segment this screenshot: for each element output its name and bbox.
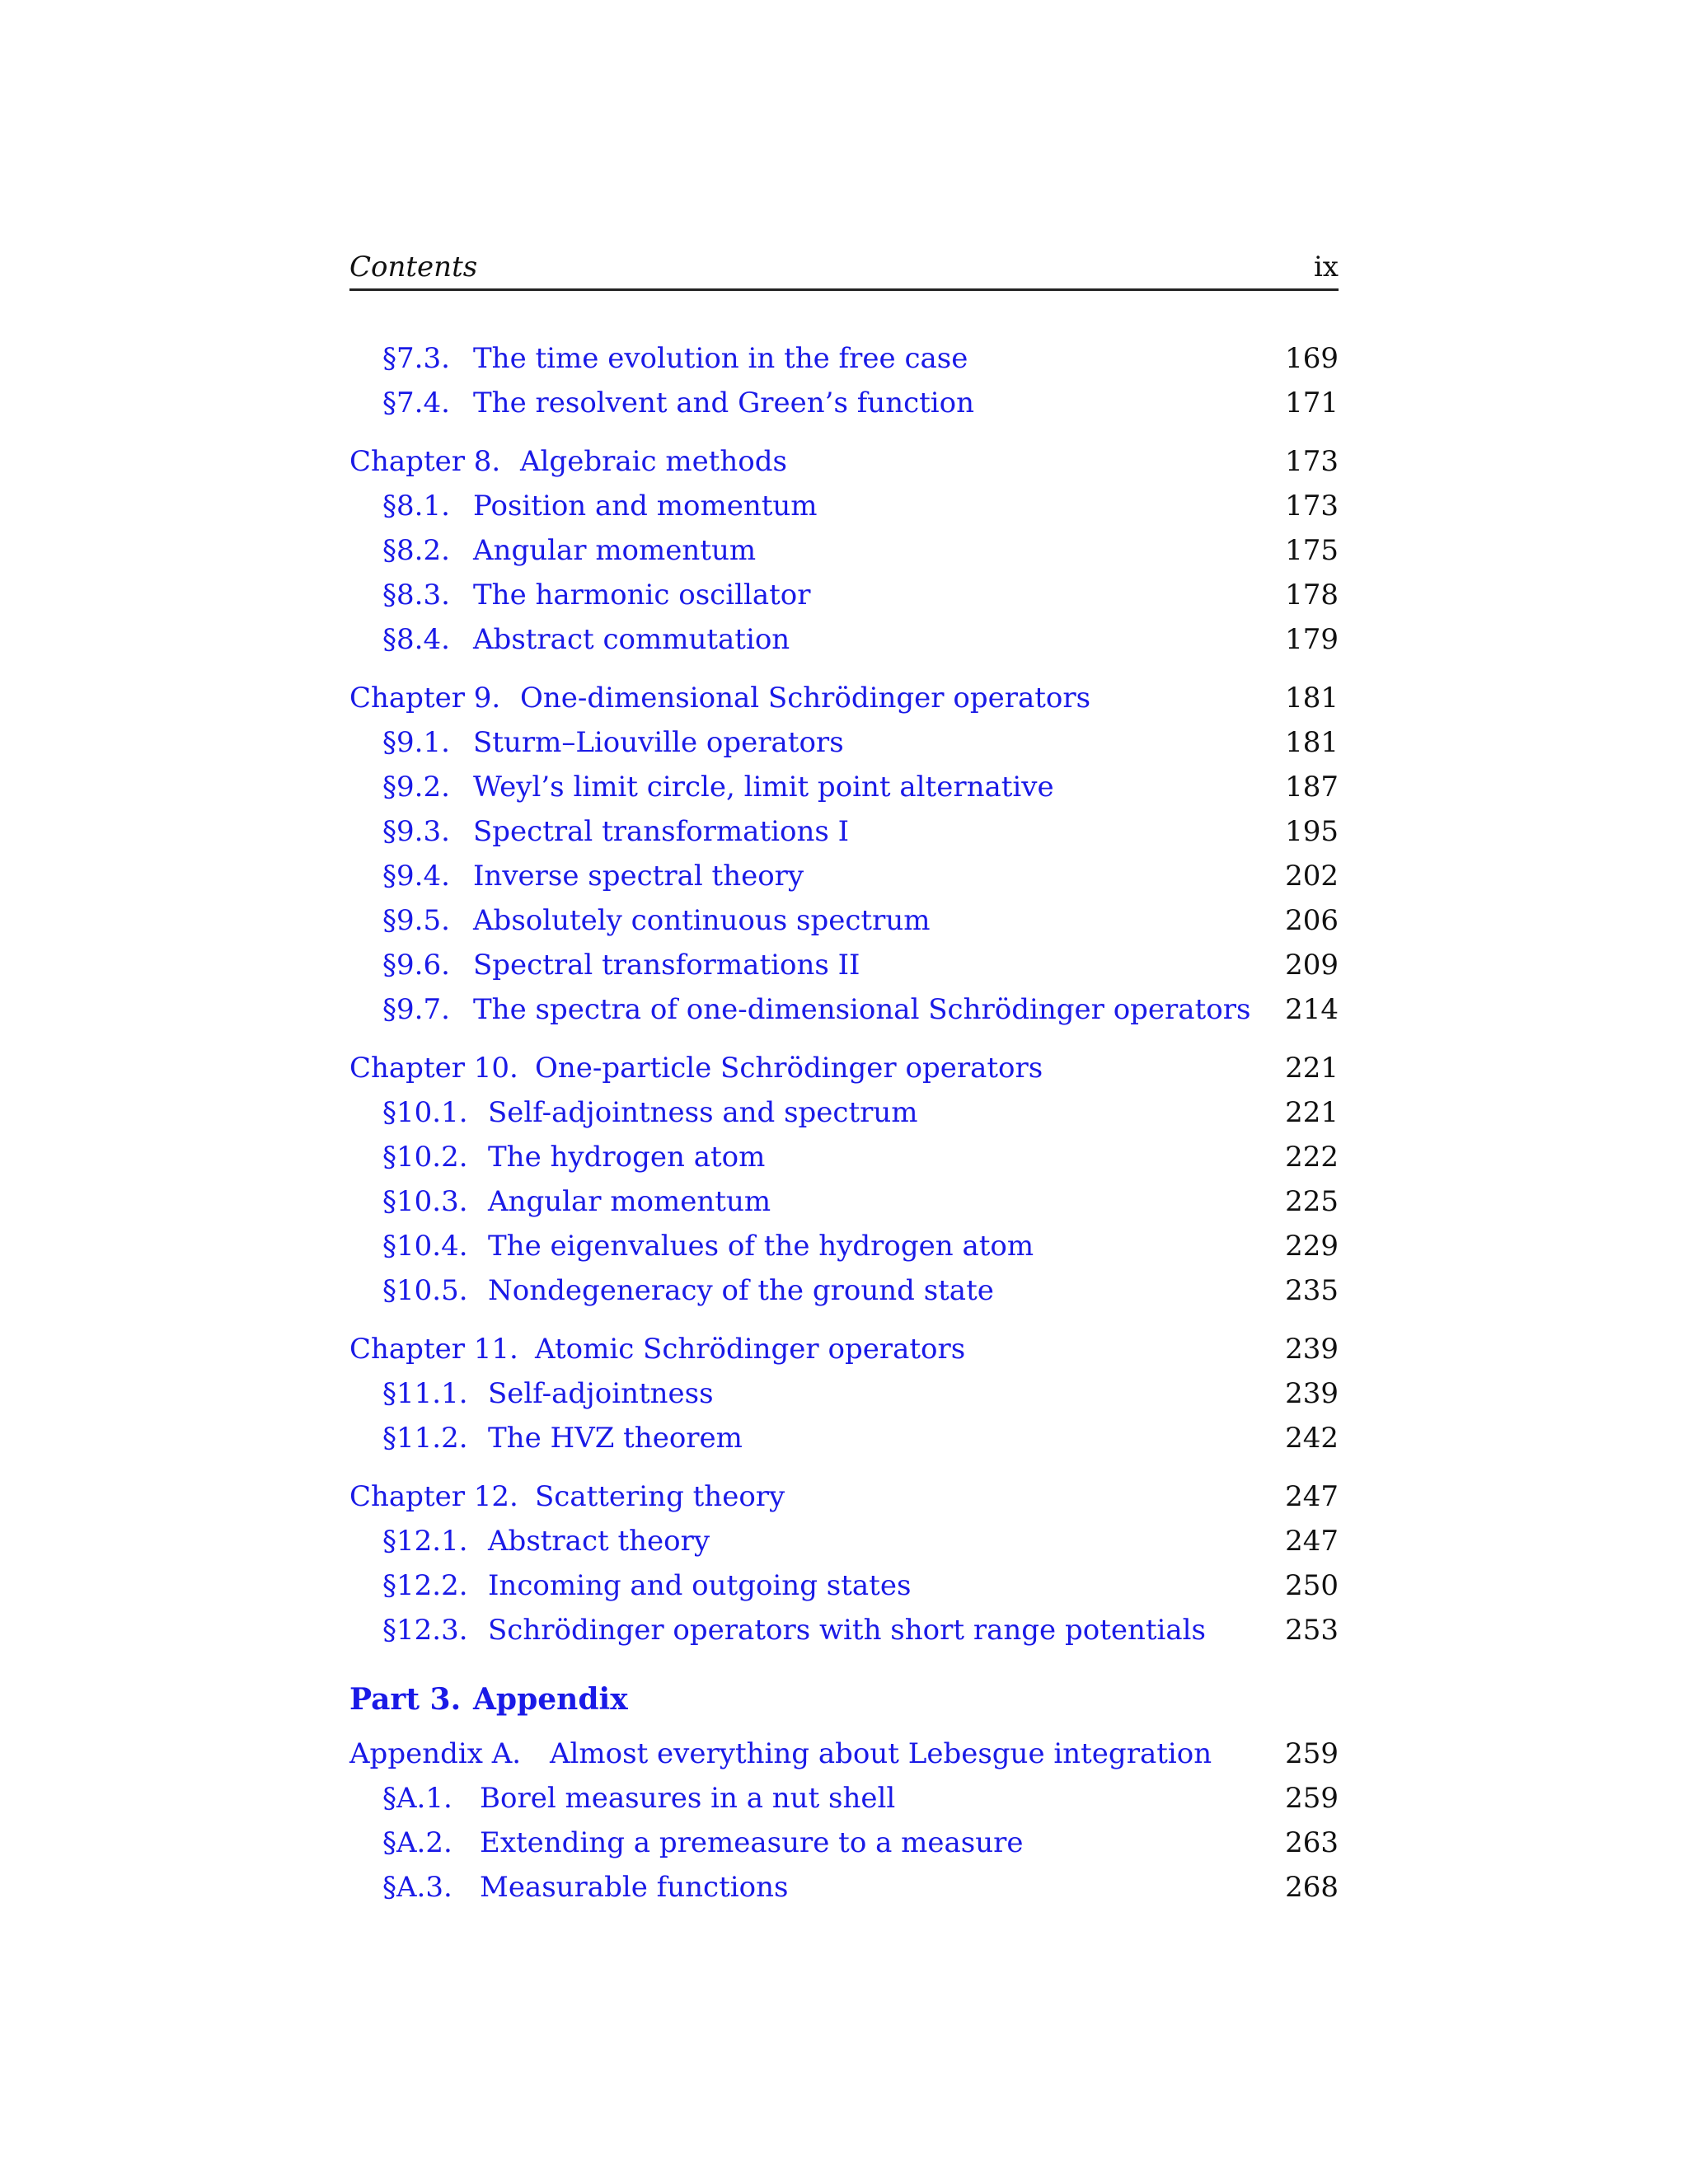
toc-part-3[interactable]	[349, 1677, 1339, 1722]
section-number: §9.4.	[382, 860, 450, 893]
page-ref: 214	[1285, 993, 1339, 1026]
toc-section-9-2[interactable]	[349, 765, 1339, 809]
section-number: §12.1.	[382, 1525, 468, 1558]
page-ref: 187	[1285, 771, 1339, 804]
page-ref: 181	[1285, 726, 1339, 759]
section-number: §9.3.	[382, 815, 450, 848]
page-ref: 179	[1285, 623, 1339, 656]
chapter-number: Chapter 11.	[349, 1333, 518, 1366]
toc-section-a-3[interactable]	[349, 1865, 1339, 1910]
page-ref: 221	[1285, 1096, 1339, 1129]
page-ref: 206	[1285, 904, 1339, 937]
page-ref: 171	[1285, 387, 1339, 419]
chapter-number: Chapter 12.	[349, 1480, 518, 1513]
section-number: §11.1.	[382, 1377, 468, 1410]
toc-section-8-2[interactable]	[349, 528, 1339, 573]
toc-section-9-5[interactable]	[349, 898, 1339, 943]
section-title: Inverse spectral theory	[473, 860, 804, 893]
section-number: §10.2.	[382, 1141, 468, 1174]
toc-section-10-3[interactable]	[349, 1179, 1339, 1224]
page-ref: 181	[1285, 682, 1339, 715]
toc-section-12-3[interactable]	[349, 1608, 1339, 1652]
page-ref: 263	[1285, 1826, 1339, 1859]
toc-section-a-1[interactable]	[349, 1776, 1339, 1821]
chapter-title: Atomic Schrödinger operators	[535, 1333, 966, 1366]
appendix-number: Appendix A.	[349, 1737, 522, 1770]
toc-section-9-7[interactable]	[349, 987, 1339, 1032]
section-number: §12.3.	[382, 1614, 468, 1647]
section-title: The time evolution in the free case	[473, 342, 968, 375]
chapter-number: Chapter 8.	[349, 445, 501, 478]
chapter-title: One-dimensional Schrödinger operators	[520, 682, 1091, 715]
section-number: §8.2.	[382, 534, 450, 567]
section-title: Extending a premeasure to a measure	[480, 1826, 1024, 1859]
appendix-title: Almost everything about Lebesgue integration	[550, 1737, 1212, 1770]
toc-section-11-2[interactable]	[349, 1416, 1339, 1460]
running-head-title: Contents	[349, 251, 478, 284]
page-ref: 222	[1285, 1141, 1339, 1174]
chapter-title: One-particle Schrödinger operators	[535, 1052, 1043, 1085]
toc-section-12-2[interactable]	[349, 1563, 1339, 1608]
toc-section-10-5[interactable]	[349, 1268, 1339, 1313]
toc-section-8-3[interactable]	[349, 573, 1339, 617]
page-ref: 250	[1285, 1569, 1339, 1602]
part-title: Appendix	[473, 1682, 628, 1717]
page-ref: 225	[1285, 1185, 1339, 1218]
section-title: Measurable functions	[480, 1871, 789, 1904]
page-ref: 221	[1285, 1052, 1339, 1085]
section-title: Spectral transformations I	[473, 815, 850, 848]
section-number: §A.1.	[382, 1782, 452, 1815]
section-title: Absolutely continuous spectrum	[473, 904, 931, 937]
part-number: Part 3.	[349, 1682, 462, 1717]
section-title: The hydrogen atom	[488, 1141, 766, 1174]
section-title: Nondegeneracy of the ground state	[488, 1274, 994, 1307]
page-ref: 202	[1285, 860, 1339, 893]
section-title: Spectral transformations II	[473, 949, 860, 982]
table-of-contents	[349, 336, 1339, 1910]
page-ref: 259	[1285, 1737, 1339, 1770]
page-ref: 247	[1285, 1525, 1339, 1558]
section-number: §9.1.	[382, 726, 450, 759]
page-ref: 229	[1285, 1230, 1339, 1263]
page-number: ix	[1313, 251, 1339, 284]
toc-section-7-3[interactable]	[349, 336, 1339, 381]
toc-section-12-1[interactable]	[349, 1519, 1339, 1563]
toc-chapter-11[interactable]	[349, 1327, 1339, 1371]
page-ref: 239	[1285, 1333, 1339, 1366]
section-number: §9.7.	[382, 993, 450, 1026]
section-title: Abstract commutation	[473, 623, 790, 656]
section-number: §12.2.	[382, 1569, 468, 1602]
section-title: Angular momentum	[488, 1185, 771, 1218]
section-title: The resolvent and Green’s function	[473, 387, 975, 419]
section-title: The eigenvalues of the hydrogen atom	[488, 1230, 1034, 1263]
section-number: §10.5.	[382, 1274, 468, 1307]
section-number: §7.3.	[382, 342, 450, 375]
section-number: §10.1.	[382, 1096, 468, 1129]
page-ref: 178	[1285, 579, 1339, 612]
section-title: The harmonic oscillator	[473, 579, 811, 612]
page-ref: 253	[1285, 1614, 1339, 1647]
section-number: §11.2.	[382, 1422, 468, 1455]
page-ref: 175	[1285, 534, 1339, 567]
section-title: Position and momentum	[473, 490, 818, 523]
toc-section-7-4[interactable]	[349, 381, 1339, 425]
section-number: §10.4.	[382, 1230, 468, 1263]
section-title: Self-adjointness	[488, 1377, 714, 1410]
toc-section-10-2[interactable]	[349, 1135, 1339, 1179]
toc-section-10-1[interactable]	[349, 1090, 1339, 1135]
toc-section-a-2[interactable]	[349, 1821, 1339, 1865]
toc-chapter-10[interactable]	[349, 1046, 1339, 1090]
section-number: §9.6.	[382, 949, 450, 982]
section-title: Incoming and outgoing states	[488, 1569, 912, 1602]
page-ref: 209	[1285, 949, 1339, 982]
page-ref: 173	[1285, 445, 1339, 478]
page-ref: 268	[1285, 1871, 1339, 1904]
section-title: Borel measures in a nut shell	[480, 1782, 896, 1815]
chapter-title: Scattering theory	[535, 1480, 785, 1513]
toc-chapter-12[interactable]	[349, 1474, 1339, 1519]
page-ref: 169	[1285, 342, 1339, 375]
chapter-title: Algebraic methods	[520, 445, 787, 478]
section-number: §A.3.	[382, 1871, 452, 1904]
section-number: §10.3.	[382, 1185, 468, 1218]
toc-section-9-3[interactable]	[349, 809, 1339, 854]
page-ref: 195	[1285, 815, 1339, 848]
section-number: §7.4.	[382, 387, 450, 419]
page-ref: 242	[1285, 1422, 1339, 1455]
section-title: The spectra of one-dimensional Schrödinger operators	[473, 993, 1251, 1026]
chapter-number: Chapter 9.	[349, 682, 501, 715]
section-number: §8.1.	[382, 490, 450, 523]
toc-section-9-4[interactable]	[349, 854, 1339, 898]
section-number: §A.2.	[382, 1826, 452, 1859]
section-title: Weyl’s limit circle, limit point alternative	[473, 771, 1054, 804]
toc-section-8-4[interactable]	[349, 617, 1339, 662]
section-number: §9.2.	[382, 771, 450, 804]
toc-section-10-4[interactable]	[349, 1224, 1339, 1268]
section-title: Schrödinger operators with short range potentials	[488, 1614, 1207, 1647]
section-title: Self-adjointness and spectrum	[488, 1096, 918, 1129]
page-ref: 235	[1285, 1274, 1339, 1307]
page-ref: 239	[1285, 1377, 1339, 1410]
toc-section-9-6[interactable]	[349, 943, 1339, 987]
toc-chapter-9[interactable]	[349, 676, 1339, 720]
section-title: Abstract theory	[488, 1525, 710, 1558]
toc-appendix-a[interactable]	[349, 1732, 1339, 1776]
chapter-number: Chapter 10.	[349, 1052, 518, 1085]
page-ref: 173	[1285, 490, 1339, 523]
section-title: Angular momentum	[473, 534, 757, 567]
page-header	[349, 244, 1339, 291]
toc-chapter-8[interactable]	[349, 439, 1339, 484]
section-title: Sturm–Liouville operators	[473, 726, 844, 759]
toc-section-11-1[interactable]	[349, 1371, 1339, 1416]
toc-section-9-1[interactable]	[349, 720, 1339, 765]
page-ref: 247	[1285, 1480, 1339, 1513]
section-number: §9.5.	[382, 904, 450, 937]
section-number: §8.3.	[382, 579, 450, 612]
section-number: §8.4.	[382, 623, 450, 656]
toc-section-8-1[interactable]	[349, 484, 1339, 528]
section-title: The HVZ theorem	[488, 1422, 743, 1455]
page-ref: 259	[1285, 1782, 1339, 1815]
